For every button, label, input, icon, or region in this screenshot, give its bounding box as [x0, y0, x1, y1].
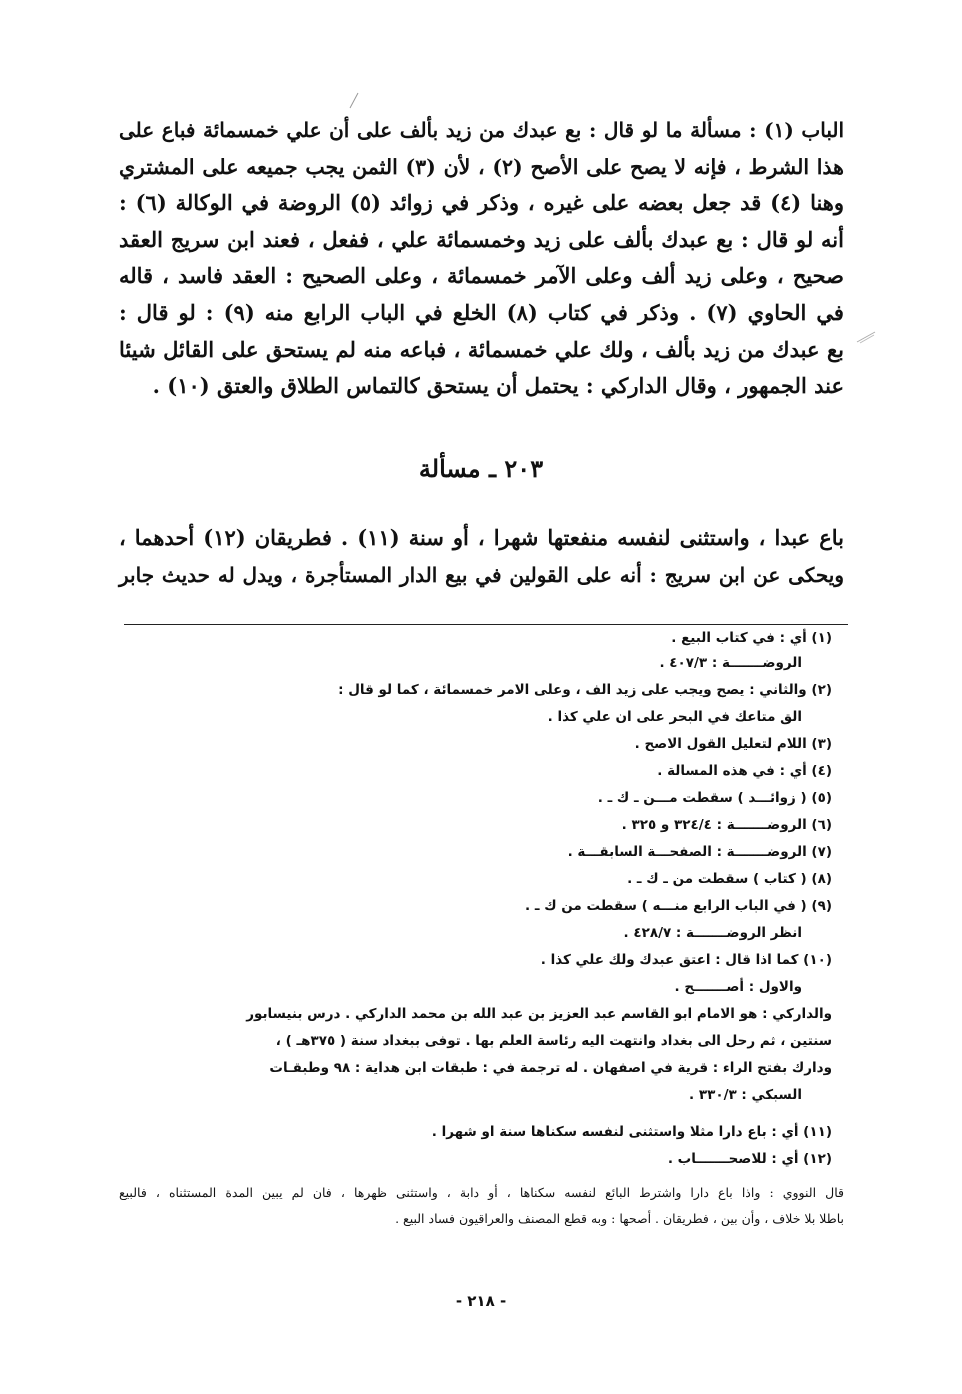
footnote-line: (١٢) أي : للاصحـــــــاب .: [667, 1151, 832, 1167]
main-paragraph: [119, 112, 844, 405]
footnote-line: (١١) أي : باع دارا مثلا واستثنى لنفسه سكناها سنة او شهرا .: [431, 1124, 832, 1140]
text-line: ويحكى عن ابن سريج : أنه على القولين في بيع الدار المستأجرة ، ويدل له حديث جابر: [119, 562, 844, 587]
footnote-line: (٤) أي : في هذه المسالة .: [657, 763, 832, 779]
footnote-line: (٣) اللام لتعليل القول الاصح .: [634, 736, 832, 752]
section-paragraph: [119, 520, 844, 593]
footnote-line: الق متاعك في البحر على ان علي كذا .: [547, 709, 802, 725]
footnote-line: ودارك بفتح الراء : قرية في اصفهان . له ترجمة في : طبقات ابن هداية : ٩٨ وطبقـات: [269, 1060, 832, 1076]
text-line: باع عبدا ، واستثنى لنفسه منفعتها شهرا ، أو سنة (١١) . فطريقان (١٢) أحدهما ،: [119, 525, 844, 550]
page-number: - ٢١٨ -: [455, 1292, 507, 1310]
note-line: باطلا بلا خلاف ، وأن بين ، فطريقان . أصحها : وبه قطع المصنف والعراقيون فساد البيع .: [395, 1211, 844, 1226]
footnote-line: (٨) ( كتاب ) سقطت من ـ ك ـ .: [627, 871, 832, 887]
footnote-line: (٩) ( في الباب الرابع منـــه ) سقطت من ك ـ .: [525, 898, 832, 914]
footnote-line: السبكي : ٣٣٠/٣ .: [689, 1087, 802, 1103]
text-line: صحيح ، وعلى زيد ألف وعلى الآمر خمسمائة ، وعلى الصحيح : العقد فاسد ، قاله: [119, 263, 844, 289]
note-line: قال النووي : واذا باع دارا واشترط البائع لنفسه سكناها ، أو دابة ، واستثنى ظهرها ، فان لم يبين المدة المستثناه ، فالبيع: [119, 1185, 844, 1200]
nawawi-note: [119, 1180, 844, 1232]
footnote-line: انظر الروضـــــــة : ٤٢٨/٧ .: [623, 925, 802, 941]
footnote-separator: [124, 624, 848, 625]
scan-mark: [346, 92, 360, 110]
scan-mark: [855, 330, 877, 344]
text-line: في الحاوي (٧) . وذكر في كتاب (٨) الخلع في الباب الرابع منه (٩) : لو قال :: [119, 299, 844, 325]
footnote-line: (١) أي : في كتاب البيع .: [671, 630, 832, 646]
section-heading: ٢٠٣ ـ مسألة: [418, 454, 544, 483]
footnote-line: (٧) الروضـــــــة : الصفحـــة السابقـــة .: [567, 844, 832, 860]
footnote-line: سنتين ، ثم رحل الى بغداد وانتهت اليه رئاسة العلم بها . توفى ببغداد سنة ( ٣٧٥هـ ) ،: [275, 1033, 832, 1049]
footnote-line: (٥) ( زوائـــد ) سقطت مـــن ـ ك ـ .: [597, 790, 832, 806]
footnote-line: الروضـــــــة : ٤٠٧/٣ .: [659, 655, 802, 671]
footnote-line: (٢) والثاني : يصح ويجب على زيد الف ، وعلى الامر خمسمائة ، كما لو قال :: [338, 682, 832, 698]
footnote-line: والاول : أصـــــــح .: [674, 979, 802, 995]
footnote-line: (٦) الروضـــــــة : ٣٢٤/٤ و ٣٢٥ .: [621, 817, 832, 833]
text-line: أنه لو قال : بع عبدك بألف على زيد وخمسمائة علي ، ففعل ، فعند ابن سريج العقد: [119, 226, 844, 252]
footnote-line: والداركي : هو الامام ابو القاسم عبد العزيز بن عبد الله بن محمد الداركي . درس بنيسابور: [246, 1006, 832, 1022]
text-line: الباب (١) : مسألة ما لو قال : بع عبدك من زيد بألف على أن علي خمسمائة فباع على: [119, 118, 844, 142]
text-line: بع عبدك من زيد بألف ، ولك علي خمسمائة ، فباعه منه لم يستحق على القائل شيئا: [119, 336, 844, 362]
text-line: عند الجمهور ، وقال الداركي : يحتمل أن يستحق كالتماس الطلاق والعتق (١٠) .: [152, 373, 844, 399]
text-line: هذا الشرط ، فإنه لا يصح على الأصح (٢) ، لأن (٣) الثمن يجب جميعه على المشتري: [119, 154, 844, 179]
footnote-line: (١٠) كما اذا قال : اعتق عبدك ولك علي كذا .: [540, 952, 832, 968]
text-line: وهنا (٤) قد جعل بعضه على غيره ، وذكر في زوائد (٥) الروضة في الوكالة (٦) :: [119, 190, 845, 216]
